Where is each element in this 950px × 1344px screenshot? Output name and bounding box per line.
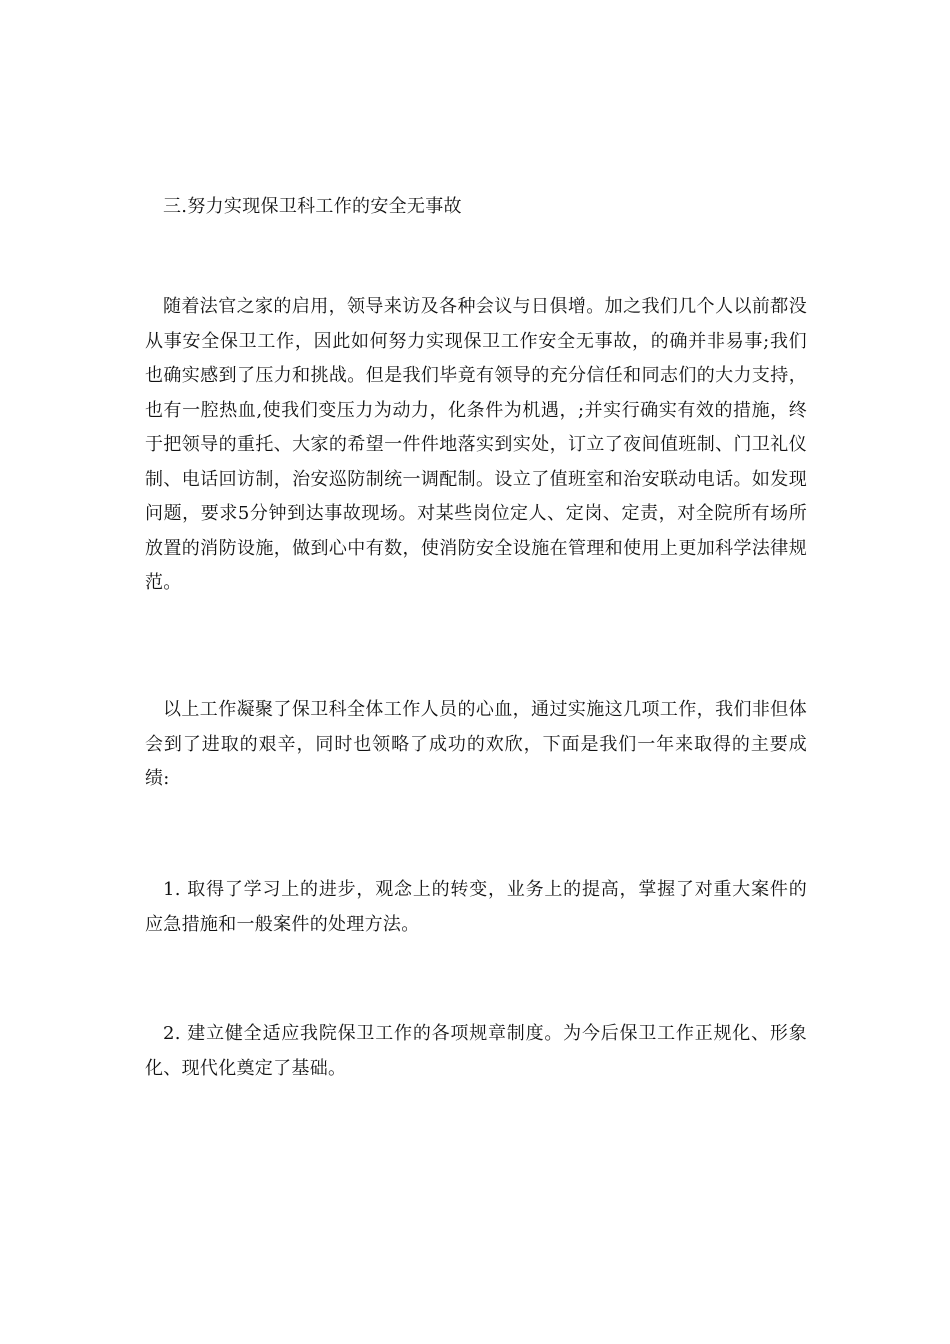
list-item-achievement-1: 1. 取得了学习上的进步，观念上的转变，业务上的提高，掌握了对重大案件的应急措施和一般案件的处理方法。 [145,879,807,935]
section-heading: 三.努力实现保卫科工作的安全无事故 [163,196,462,217]
body-paragraph-summary: 以上工作凝聚了保卫科全体工作人员的心血，通过实施这几项工作，我们非但体会到了进取的艰辛，同时也领略了成功的欢欣，下面是我们一年来取得的主要成绩: [145,699,807,789]
list-item-achievement-2: 2. 建立健全适应我院保卫工作的各项规章制度。为今后保卫工作正规化、形象化、现代化奠定了基础。 [145,1023,807,1079]
body-paragraph-safety: 随着法官之家的启用，领导来访及各种会议与日俱增。加之我们几个人以前都没从事安全保卫工作，因此如何努力实现保卫工作安全无事故，的确并非易事;我们也确实感到了压力和挑战。但是我们毕竟有领导的充分信任和同志们的大力支持，也有一腔热血,使我们变压力为动力，化条件为机遇，;并实行确实有效的措施，终于把领导的重托、大家的希望一件件地落实到实处，订立了夜间值班制、门卫礼仪制、电话回访制，治安巡防制统一调配制。设立了值班室和治安联动电话。如发现问题，要求5分钟到达事故现场。对某些岗位定人、定岗、定责，对全院所有场所放置的消防设施，做到心中有数，使消防安全设施在管理和使用上更加科学法律规范。 [145,296,807,593]
